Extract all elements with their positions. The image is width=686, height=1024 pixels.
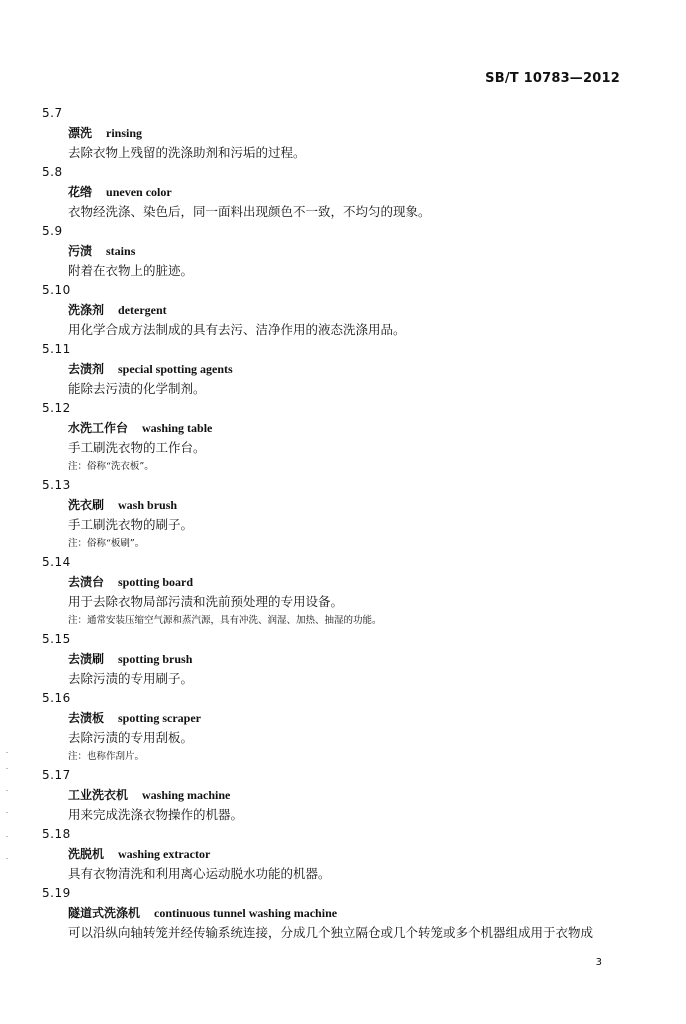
term-entry-5-15 bbox=[0, 630, 686, 689]
term-heading bbox=[68, 300, 686, 320]
term-zh: 隧道式洗涤机 bbox=[68, 906, 141, 920]
term-definition: 可以沿纵向轴转笼并经传输系统连接，分成几个独立隔仓或几个转笼或多个机器组成用于衣物成 bbox=[68, 925, 594, 940]
term-en: detergent bbox=[118, 303, 167, 317]
term-zh: 去渍台 bbox=[68, 575, 105, 589]
term-entry-5-10 bbox=[0, 281, 686, 340]
term-note: 注：也称作刮片。 bbox=[68, 751, 145, 762]
term-note: 注：俗称“洗衣板”。 bbox=[68, 461, 154, 472]
term-definition: 具有衣物清洗和利用离心运动脱水功能的机器。 bbox=[68, 866, 331, 881]
term-note: 注：俗称“板刷”。 bbox=[68, 538, 145, 549]
term-definition: 手工刷洗衣物的工作台。 bbox=[68, 440, 206, 455]
term-definition: 附着在衣物上的脏迹。 bbox=[68, 263, 194, 278]
scan-speck bbox=[6, 752, 8, 753]
term-entry-5-19 bbox=[0, 884, 686, 943]
term-entry-5-18 bbox=[0, 825, 686, 884]
term-entry-5-17 bbox=[0, 766, 686, 825]
term-entry-5-16 bbox=[0, 689, 686, 766]
clause-number: 5.17 bbox=[42, 768, 71, 782]
term-heading bbox=[68, 241, 686, 261]
term-definition: 手工刷洗衣物的刷子。 bbox=[68, 517, 194, 532]
term-entry-5-11 bbox=[0, 340, 686, 399]
term-entry-5-12 bbox=[0, 399, 686, 476]
clause-number: 5.11 bbox=[42, 342, 71, 356]
term-zh: 漂洗 bbox=[68, 126, 93, 140]
scan-speck bbox=[6, 768, 8, 769]
scan-speck bbox=[6, 836, 8, 837]
clause-number: 5.19 bbox=[42, 886, 71, 900]
term-en: continuous tunnel washing machine bbox=[154, 906, 338, 920]
term-entry-5-9 bbox=[0, 222, 686, 281]
term-zh: 花绺 bbox=[68, 185, 93, 199]
term-definition: 去除污渍的专用刮板。 bbox=[68, 730, 194, 745]
term-heading bbox=[68, 182, 686, 202]
term-en: washing extractor bbox=[118, 847, 211, 861]
term-heading bbox=[68, 785, 686, 805]
clause-number: 5.15 bbox=[42, 632, 71, 646]
term-zh: 水洗工作台 bbox=[68, 421, 129, 435]
term-note: 注：通常安装压缩空气源和蒸汽源，具有冲洗、润湿、加热、抽湿的功能。 bbox=[68, 615, 382, 626]
clause-number: 5.13 bbox=[42, 478, 71, 492]
term-zh: 去渍板 bbox=[68, 711, 105, 725]
term-heading bbox=[68, 649, 686, 669]
term-definition: 用来完成洗涤衣物操作的机器。 bbox=[68, 807, 244, 822]
terms-list bbox=[0, 104, 686, 943]
clause-number: 5.8 bbox=[42, 165, 63, 179]
term-en: washing table bbox=[142, 421, 213, 435]
term-heading bbox=[68, 123, 686, 143]
scan-speck bbox=[6, 812, 8, 813]
term-definition: 去除衣物上残留的洗涤助剂和污垢的过程。 bbox=[68, 145, 306, 160]
term-heading bbox=[68, 844, 686, 864]
term-en: spotting scraper bbox=[118, 711, 202, 725]
term-definition: 去除污渍的专用刷子。 bbox=[68, 671, 194, 686]
term-en: special spotting agents bbox=[118, 362, 233, 376]
term-zh: 洗涤剂 bbox=[68, 303, 105, 317]
term-definition: 用于去除衣物局部污渍和洗前预处理的专用设备。 bbox=[68, 594, 344, 609]
term-en: wash brush bbox=[118, 498, 178, 512]
clause-number: 5.12 bbox=[42, 401, 71, 415]
term-en: stains bbox=[106, 244, 136, 258]
term-zh: 洗脱机 bbox=[68, 847, 105, 861]
term-heading bbox=[68, 903, 686, 923]
term-heading bbox=[68, 495, 686, 515]
term-entry-5-8 bbox=[0, 163, 686, 222]
term-en: spotting board bbox=[118, 575, 194, 589]
term-en: spotting brush bbox=[118, 652, 193, 666]
clause-number: 5.16 bbox=[42, 691, 71, 705]
term-en: washing machine bbox=[142, 788, 231, 802]
term-heading bbox=[68, 572, 686, 592]
term-zh: 工业洗衣机 bbox=[68, 788, 129, 802]
term-en: rinsing bbox=[106, 126, 143, 140]
term-zh: 去渍刷 bbox=[68, 652, 105, 666]
standard-code-header: SB/T 10783—2012 bbox=[485, 71, 620, 86]
term-definition: 能除去污渍的化学制剂。 bbox=[68, 381, 206, 396]
term-zh: 洗衣刷 bbox=[68, 498, 105, 512]
term-entry-5-14 bbox=[0, 553, 686, 630]
clause-number: 5.7 bbox=[42, 106, 63, 120]
clause-number: 5.14 bbox=[42, 555, 71, 569]
clause-number: 5.10 bbox=[42, 283, 71, 297]
term-heading bbox=[68, 418, 686, 438]
scan-speck bbox=[6, 858, 8, 859]
scan-speck bbox=[6, 790, 8, 791]
term-en: uneven color bbox=[106, 185, 172, 199]
term-heading bbox=[68, 708, 686, 728]
clause-number: 5.9 bbox=[42, 224, 63, 238]
term-definition: 衣物经洗涤、染色后，同一面料出现颜色不一致，不均匀的现象。 bbox=[68, 204, 431, 219]
term-zh: 污渍 bbox=[68, 244, 93, 258]
term-definition: 用化学合成方法制成的具有去污、洁净作用的液态洗涤用品。 bbox=[68, 322, 406, 337]
term-entry-5-13 bbox=[0, 476, 686, 553]
term-entry-5-7 bbox=[0, 104, 686, 163]
clause-number: 5.18 bbox=[42, 827, 71, 841]
term-zh: 去渍剂 bbox=[68, 362, 105, 376]
page-number: 3 bbox=[595, 957, 602, 968]
term-heading bbox=[68, 359, 686, 379]
